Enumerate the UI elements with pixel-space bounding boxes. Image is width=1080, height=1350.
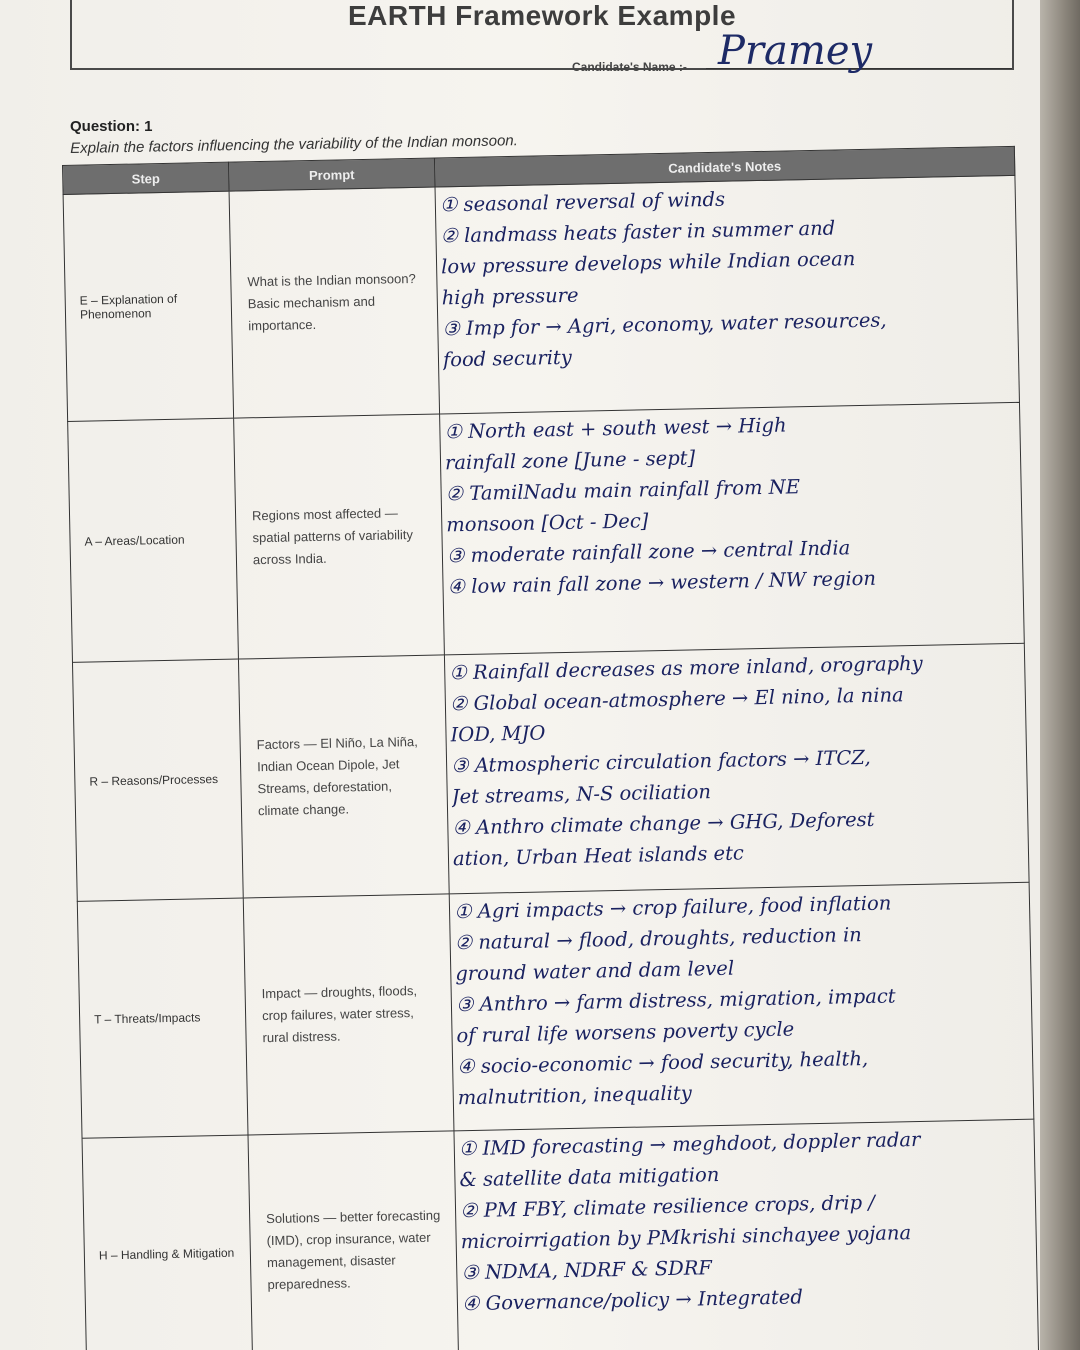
handwritten-note-line: & satellite data mitigation xyxy=(459,1163,720,1192)
handwritten-note-line: ④ socio-economic → food security, health, xyxy=(456,1047,869,1079)
handwritten-note-line: ③ Imp for → Agri, economy, water resources, xyxy=(442,308,887,341)
earth-framework-table xyxy=(62,146,1039,1350)
prompt-cell: Factors — El Niño, La Niña, Indian Ocean Dipole, Jet Streams, deforestation, climate change. xyxy=(238,655,449,898)
handwritten-note-line: high pressure xyxy=(441,283,579,310)
handwritten-note-line: ② TamilNadu main rainfall from NE xyxy=(445,475,801,506)
step-cell: R – Reasons/Processes xyxy=(72,659,243,901)
handwritten-note-line: ① IMD forecasting → meghdoot, doppler radar xyxy=(458,1127,921,1161)
handwritten-notes-cell xyxy=(435,175,1019,414)
handwritten-notes-cell xyxy=(440,402,1025,655)
handwritten-notes-cell xyxy=(454,1119,1039,1350)
candidate-name-label: Candidate's Name :- xyxy=(572,60,687,74)
table-row xyxy=(82,1119,1039,1350)
handwritten-note-line: ③ Atmospheric circulation factors → ITCZ, xyxy=(450,745,871,778)
handwritten-note-line: ④ Governance/policy → Integrated xyxy=(461,1285,804,1316)
prompt-cell: Solutions — better forecasting (IMD), crop insurance, water management, disaster preparedness. xyxy=(248,1131,459,1350)
earth-table-wrapper xyxy=(62,146,1039,1350)
handwritten-note-line: low pressure develops while Indian ocean xyxy=(440,247,856,279)
handwritten-note-line: ③ moderate rainfall zone → central India xyxy=(446,536,851,568)
column-header-notes: Candidate's Notes xyxy=(434,146,1014,187)
handwritten-notes-cell xyxy=(444,643,1029,894)
prompt-cell: Impact — droughts, floods, crop failures, water stress, rural distress. xyxy=(243,894,454,1135)
table-row xyxy=(63,175,1019,421)
step-cell: H – Handling & Mitigation xyxy=(82,1135,253,1350)
table-row xyxy=(72,643,1029,901)
handwritten-note-line: ① seasonal reversal of winds xyxy=(439,187,726,217)
handwritten-note-line: ② PM FBY, climate resilience crops, drip / xyxy=(459,1190,876,1223)
step-cell: T – Threats/Impacts xyxy=(77,898,248,1138)
handwritten-note-line: ① Agri impacts → crop failure, food inflation xyxy=(453,891,892,924)
prompt-cell: Regions most affected — spatial patterns of variability across India. xyxy=(234,414,445,659)
question-number: Question: 1 xyxy=(70,118,153,135)
handwritten-note-line: ground water and dam level xyxy=(455,956,735,986)
handwritten-note-line: IOD, MJO xyxy=(450,721,546,747)
title-box xyxy=(70,0,1014,70)
handwritten-note-line: microirrigation by PMkrishi sinchayee yojana xyxy=(460,1221,912,1254)
column-header-step: Step xyxy=(63,162,230,194)
table-row xyxy=(77,882,1034,1138)
step-cell: A – Areas/Location xyxy=(68,418,239,662)
handwritten-note-line: ① Rainfall decreases as more inland, orography xyxy=(449,651,923,685)
handwritten-note-line: ② Global ocean-atmosphere → El nino, la nina xyxy=(449,683,904,716)
table-row xyxy=(68,402,1025,662)
handwritten-note-line: ③ NDMA, NDRF & SDRF xyxy=(461,1256,713,1285)
handwritten-note-line: ② natural → flood, droughts, reduction in xyxy=(454,923,862,955)
step-cell: E – Explanation of Phenomenon xyxy=(63,191,234,421)
handwritten-note-line: ④ low rain fall zone → western / NW region xyxy=(447,566,877,599)
prompt-cell: What is the Indian monsoon? Basic mechanism and importance. xyxy=(229,187,440,418)
handwritten-notes-cell xyxy=(449,882,1034,1131)
handwritten-note-line: food security xyxy=(442,345,573,372)
handwritten-note-line: monsoon [Oct - Dec] xyxy=(446,509,649,537)
candidate-name-handwritten: Pramey xyxy=(718,28,873,74)
handwritten-note-line: ④ Anthro climate change → GHG, Deforest xyxy=(452,807,875,840)
book-binding-edge xyxy=(1040,0,1080,1350)
handwritten-note-line: ation, Urban Heat islands etc xyxy=(452,841,745,871)
handwritten-note-line: ② landmass heats faster in summer and xyxy=(440,216,836,248)
handwritten-note-line: malnutrition, inequality xyxy=(457,1081,692,1110)
handwritten-note-line: ③ Anthro → farm distress, migration, impact xyxy=(455,984,896,1017)
handwritten-note-line: of rural life worsens poverty cycle xyxy=(456,1017,795,1048)
handwritten-note-line: Jet streams, N-S ociliation xyxy=(451,780,712,809)
handwritten-note-line: ① North east + south west → High xyxy=(444,413,787,444)
handwritten-note-line: rainfall zone [June - sept] xyxy=(444,446,696,475)
column-header-prompt: Prompt xyxy=(228,158,435,191)
document-title: EARTH Framework Example xyxy=(347,0,737,31)
question-text: Explain the factors influencing the variability of the Indian monsoon. xyxy=(70,132,519,157)
